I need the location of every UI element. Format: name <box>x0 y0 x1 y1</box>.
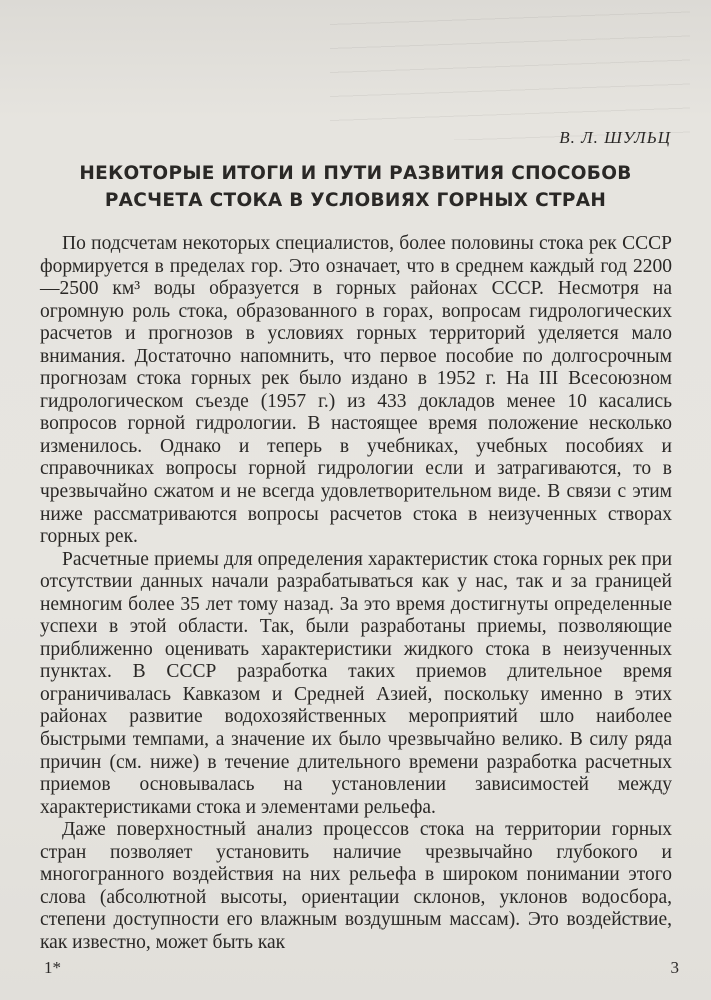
author-name: В. Л. ШУЛЬЦ <box>559 128 671 147</box>
paragraph-3: Даже поверхностный анализ процессов стока на территории горных стран позволяет установить наличие чрезвычайно глубокого и многогранного воздействия на них рельефа в широком понимании этого слова (абсолютной высоты, ориентации склонов, уклонов водосбора, степени доступности его влажным воздушным массам). Это воздействие, как известно, может быть как <box>40 819 672 953</box>
signature-mark: 1* <box>44 958 61 977</box>
title-line-1: НЕКОТОРЫЕ ИТОГИ И ПУТИ РАЗВИТИЯ СПОСОБОВ <box>79 163 632 184</box>
title-line-2: РАСЧЕТА СТОКА В УСЛОВИЯХ ГОРНЫХ СТРАН <box>104 190 607 211</box>
article-body <box>40 233 672 955</box>
bleed-through-text <box>330 10 690 140</box>
paragraph-2: Расчетные приемы для определения характеристик стока горных рек при отсутствии данных начали разрабатываться как у нас, так и за границей немногим более 35 лет тому назад. За это время достигнуты определенные успехи в этой области. Так, были разработаны приемы, позволяющие приближенно оценивать характеристики жидкого стока в неизученных пунктах. В СССР разработка таких приемов длительное время ограничивалась Кавказом и Средней Азией, поскольку именно в этих районах развитие водохозяйственных мероприятий шло наиболее быстрыми темпами, а значение их было чрезвычайно велико. В силу ряда причин (см. ниже) в течение длительного времени разработка расчетных приемов основывалась на установлении зависимостей между характеристиками стока и элементами рельефа. <box>40 548 672 818</box>
paragraph-1: По подсчетам некоторых специалистов, более половины стока рек СССР формируется в пределах гор. Это означает, что в среднем каждый год 2200—2500 км³ воды образуется в горных районах СССР. Несмотря на огромную роль стока, образованного в горах, вопросам гидрологических расчетов и прогнозов в условиях горных территорий уделяется мало внимания. Достаточно напомнить, что первое пособие по долгосрочным прогнозам стока горных рек было издано в 1952 г. На III Всесоюзном гидрологическом съезде (1957 г.) из 433 докладов менее 10 касались вопросов горной гидрологии. В настоящее время положение несколько изменилось. Однако и теперь в учебниках, учебных пособиях и справочниках вопросы горной гидрологии если и затрагиваются, то в чрезвычайно сжатом и не всегда удовлетворительном виде. В связи с этим ниже рассматриваются вопросы расчетов стока в неизученных створах горных рек. <box>40 233 672 548</box>
article-title <box>40 160 671 214</box>
page-number: 3 <box>670 958 679 977</box>
